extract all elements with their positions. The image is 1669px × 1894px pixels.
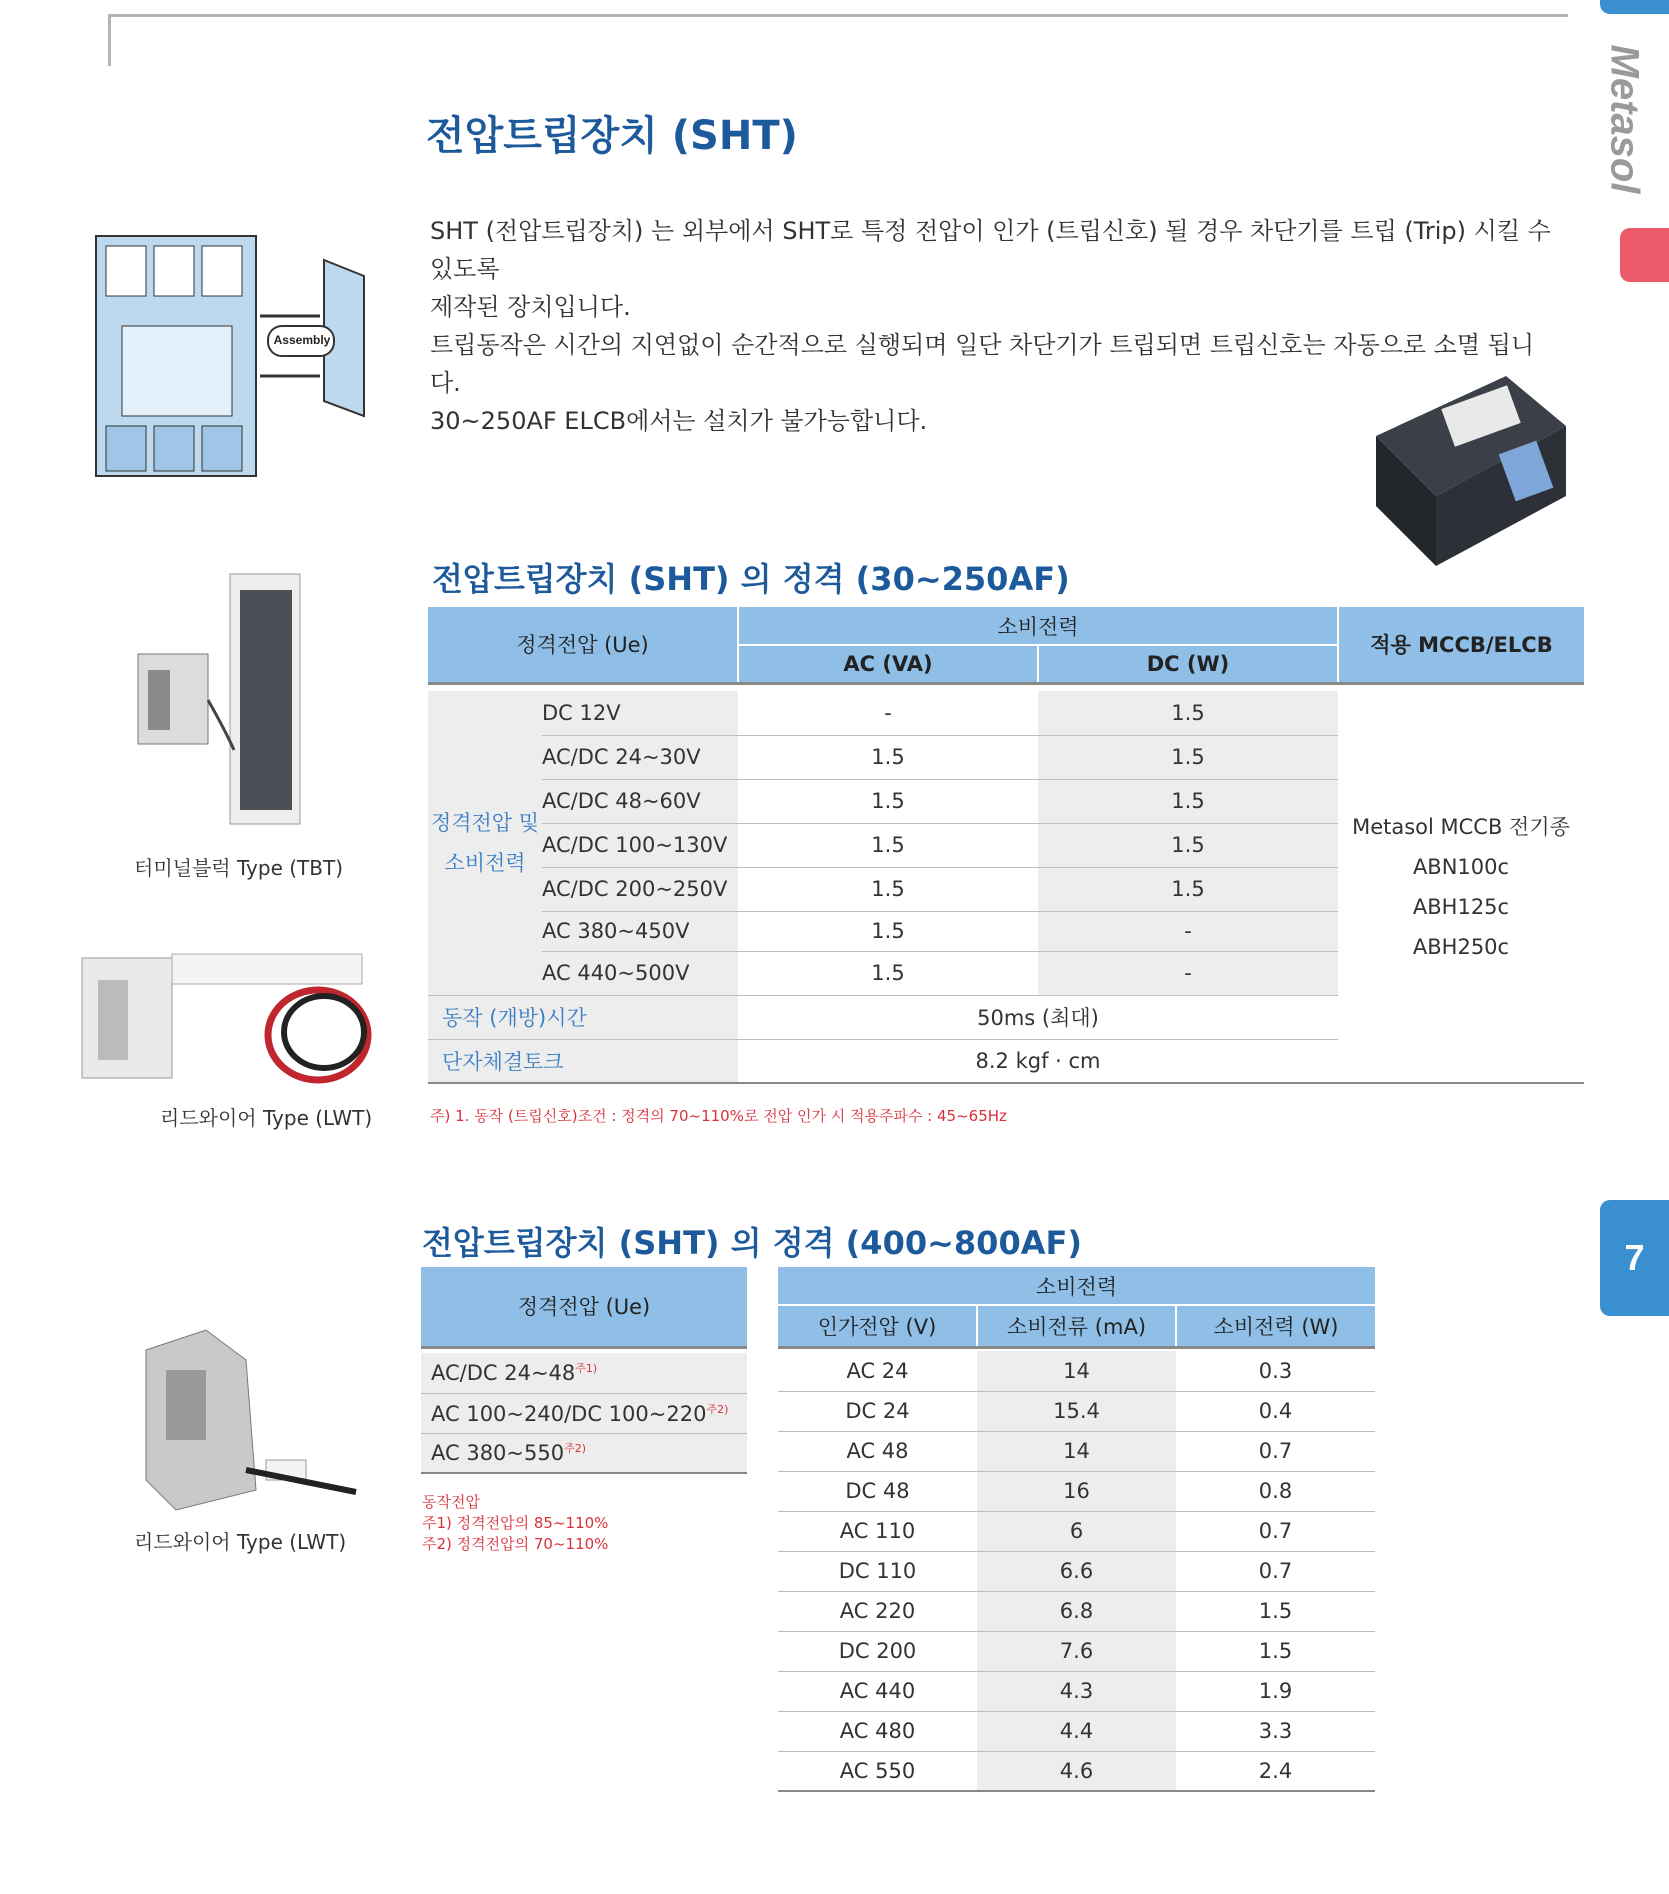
table-row: AC 110 6 0.7 [778, 1511, 1375, 1551]
table-row: DC 48 16 0.8 [778, 1471, 1375, 1511]
op-time-label: 동작 (개방)시간 [428, 995, 738, 1039]
top-frame-line [108, 14, 1568, 17]
frame-corner [108, 14, 111, 66]
lwt-caption-2: 리드와이어 Type (LWT) [134, 1530, 347, 1554]
dc-cell: 1.5 [1038, 867, 1338, 911]
side-brand: Metasol [1602, 44, 1647, 194]
tbt-accessory-photo [130, 570, 310, 830]
rated-voltage-table-400-800af [421, 1267, 747, 1474]
chapter-number-tab[interactable]: 7 [1600, 1200, 1669, 1316]
dc-cell: 1.5 [1038, 691, 1338, 735]
breaker-product-photo [1356, 356, 1574, 574]
col-watt: 소비전력 (W) [1176, 1305, 1375, 1347]
tbt-caption: 터미널블럭 Type (TBT) [134, 856, 344, 880]
ac-cell: 1.5 [738, 823, 1038, 867]
group-label: 정격전압 및 소비전력 [428, 691, 542, 995]
col-current: 소비전류 (mA) [977, 1305, 1176, 1347]
table2-notes: 동작전압 주1) 정격전압의 85~110% 주2) 정격전압의 70~110% [422, 1493, 609, 1553]
table-row [428, 691, 1584, 735]
section-tab[interactable] [1620, 228, 1669, 282]
dc-cell: - [1038, 911, 1338, 951]
table-row: AC/DC $24\sim 48^{주1)}$ [421, 1353, 747, 1393]
col-power: 소비전력 [778, 1267, 1375, 1305]
voltage-cell: AC/DC 24~30V [542, 735, 738, 779]
dc-cell: 1.5 [1038, 823, 1338, 867]
ac-cell: 1.5 [738, 911, 1038, 951]
voltage-cell: DC 12V [542, 691, 738, 735]
ac-cell: 1.5 [738, 951, 1038, 995]
col-power: 소비전력 [738, 607, 1338, 645]
col-rated-voltage: 정격전압 (Ue) [421, 1267, 747, 1347]
dc-cell: 1.5 [1038, 779, 1338, 823]
col-dc-w: DC (W) [1038, 645, 1338, 683]
col-rated-voltage: 정격전압 (Ue) [428, 607, 738, 683]
table-row: DC 200 7.6 1.5 [778, 1631, 1375, 1671]
ac-cell: 1.5 [738, 779, 1038, 823]
table1-note: 주) 1. 동작 (트립신호)조건 : 정격의 70~110%로 전압 인가 시 적용주파수 : 45~65Hz [430, 1107, 1007, 1125]
ac-cell: 1.5 [738, 735, 1038, 779]
table-row: AC 220 6.8 1.5 [778, 1591, 1375, 1631]
table-row: AC 440 4.3 1.9 [778, 1671, 1375, 1711]
breaker-assembly-illustration [92, 226, 372, 486]
page-title: 전압트립장치 (SHT) [426, 113, 798, 159]
description: SHT (전압트립장치) 는 외부에서 SHT로 특정 전압이 인가 (트립신호) 될 경우 차단기를 트립 (Trip) 시킬 수 있도록 제작된 장치입니다. 트립동작은 시간의 지연없이 순간적으로 실행되며 일단 차단기가 트립되면 트립신호는 자동으로 소멸 됩니다. 30~250AF ELCB에서는 설치가 불가능합니다. [430, 217, 1551, 435]
power-table-400-800af [778, 1267, 1375, 1792]
table-row: AC 48 14 0.7 [778, 1431, 1375, 1471]
voltage-cell: AC 440~500V [542, 951, 738, 995]
col-ac-va: AC (VA) [738, 645, 1038, 683]
ac-cell: 1.5 [738, 867, 1038, 911]
lwt-caption-1: 리드와이어 Type (LWT) [160, 1106, 373, 1130]
op-time-value: 50ms (최대) [738, 995, 1338, 1039]
ac-cell: - [738, 691, 1038, 735]
table1-title: 전압트립장치 (SHT) 의 정격 (30~250AF) [432, 560, 1070, 598]
voltage-cell: AC/DC 200~250V [542, 867, 738, 911]
lwt-accessory-photo-1 [78, 940, 388, 1100]
rating-table-30-250af [428, 607, 1584, 1084]
table-row: AC 100~240/DC $100\sim 220^{주2)}$ [421, 1393, 747, 1433]
apply-cell: Metasol MCCB 전기종 ABN100c ABH125c ABH250c [1352, 814, 1570, 959]
table-row: AC 480 4.4 3.3 [778, 1711, 1375, 1751]
torque-label: 단자체결토크 [428, 1039, 738, 1083]
table-row: AC 550 4.6 2.4 [778, 1751, 1375, 1791]
table-row: DC 24 15.4 0.4 [778, 1391, 1375, 1431]
assembly-label: Assembly [273, 333, 331, 347]
table2-title: 전압트립장치 (SHT) 의 정격 (400~800AF) [422, 1224, 1082, 1262]
top-blue-tab [1600, 0, 1669, 14]
table-row: DC 110 6.6 0.7 [778, 1551, 1375, 1591]
lwt-accessory-photo-2 [136, 1320, 362, 1520]
voltage-cell: AC 380~450V [542, 911, 738, 951]
voltage-cell: AC/DC 100~130V [542, 823, 738, 867]
dc-cell: 1.5 [1038, 735, 1338, 779]
col-applied-voltage: 인가전압 (V) [778, 1305, 977, 1347]
table-row: AC $380\sim 550^{주2)}$ [421, 1433, 747, 1473]
voltage-cell: AC/DC 48~60V [542, 779, 738, 823]
table-row: AC 24 14 0.3 [778, 1351, 1375, 1391]
col-apply: 적용 MCCB/ELCB [1338, 607, 1584, 683]
dc-cell: - [1038, 951, 1338, 995]
torque-value: 8.2 kgf · cm [975, 1048, 1101, 1073]
